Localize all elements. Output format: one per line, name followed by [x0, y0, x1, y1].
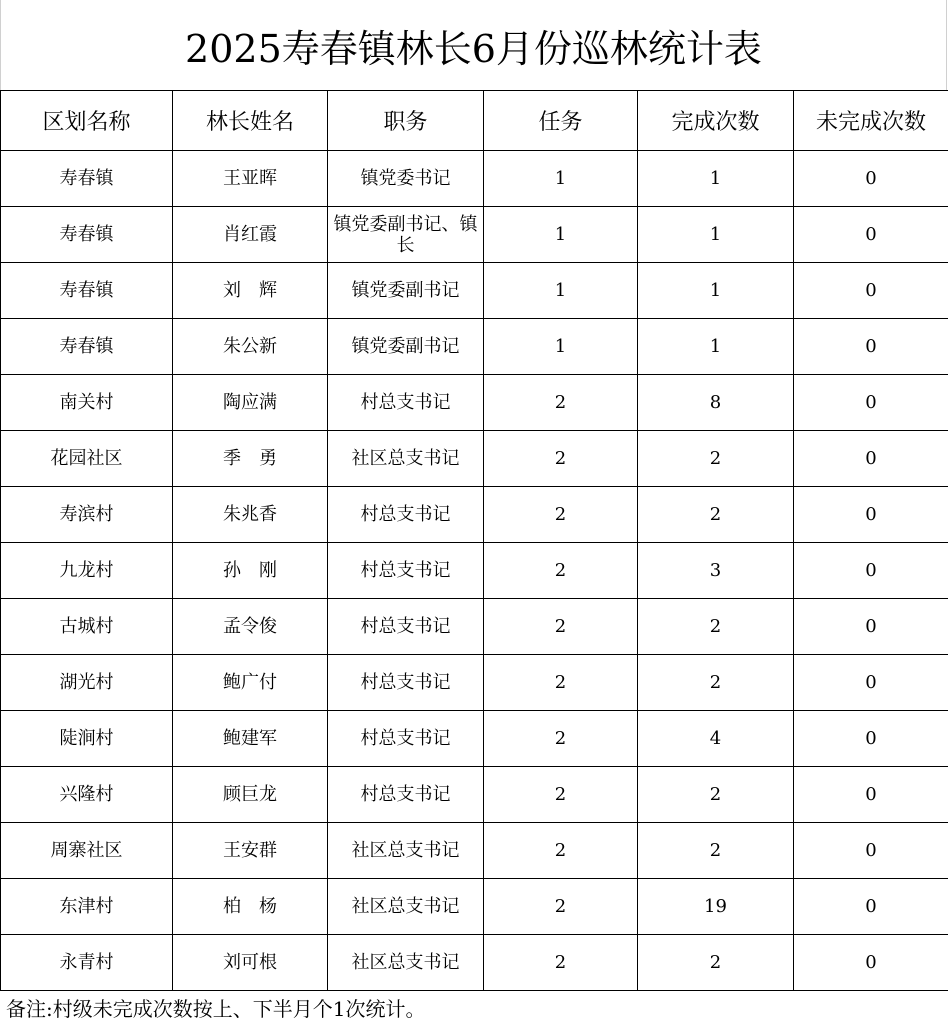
- name-cell[interactable]: 陶应满: [173, 375, 328, 431]
- position-cell[interactable]: 社区总支书记: [328, 935, 484, 991]
- uncompleted-cell[interactable]: 0: [794, 207, 948, 263]
- completed-cell[interactable]: 2: [638, 599, 794, 655]
- table-row: [1, 543, 948, 599]
- position-cell[interactable]: 镇党委副书记: [328, 319, 484, 375]
- task-cell[interactable]: 1: [484, 319, 638, 375]
- table-row: [1, 431, 948, 487]
- table-row: [1, 879, 948, 935]
- position-cell[interactable]: 社区总支书记: [328, 879, 484, 935]
- table-row: [1, 823, 948, 879]
- task-cell[interactable]: 2: [484, 375, 638, 431]
- position-cell[interactable]: 镇党委书记: [328, 151, 484, 207]
- completed-cell[interactable]: 1: [638, 319, 794, 375]
- name-cell[interactable]: 朱兆香: [173, 487, 328, 543]
- completed-cell[interactable]: 2: [638, 655, 794, 711]
- header-uncompleted-count[interactable]: 未完成次数: [794, 91, 948, 151]
- header-completed-count[interactable]: 完成次数: [638, 91, 794, 151]
- completed-cell[interactable]: 2: [638, 767, 794, 823]
- table-row: [1, 487, 948, 543]
- name-cell[interactable]: 孙 刚: [173, 543, 328, 599]
- completed-cell[interactable]: 2: [638, 487, 794, 543]
- task-cell[interactable]: 2: [484, 879, 638, 935]
- table-row: [1, 655, 948, 711]
- task-cell[interactable]: 2: [484, 431, 638, 487]
- task-cell[interactable]: 2: [484, 655, 638, 711]
- position-cell[interactable]: 村总支书记: [328, 543, 484, 599]
- district-cell[interactable]: 永青村: [1, 935, 173, 991]
- uncompleted-cell[interactable]: 0: [794, 263, 948, 319]
- district-cell[interactable]: 寿春镇: [1, 151, 173, 207]
- uncompleted-cell[interactable]: 0: [794, 767, 948, 823]
- uncompleted-cell[interactable]: 0: [794, 823, 948, 879]
- district-cell[interactable]: 东津村: [1, 879, 173, 935]
- district-cell[interactable]: 花园社区: [1, 431, 173, 487]
- completed-cell[interactable]: 2: [638, 431, 794, 487]
- uncompleted-cell[interactable]: 0: [794, 543, 948, 599]
- position-cell[interactable]: 村总支书记: [328, 711, 484, 767]
- header-row: [1, 91, 948, 151]
- task-cell[interactable]: 1: [484, 151, 638, 207]
- task-cell[interactable]: 2: [484, 711, 638, 767]
- district-cell[interactable]: 寿滨村: [1, 487, 173, 543]
- completed-cell[interactable]: 1: [638, 263, 794, 319]
- footnote: 备注:村级未完成次数按上、下半月个1次统计。: [6, 997, 426, 1021]
- district-cell[interactable]: 陡涧村: [1, 711, 173, 767]
- task-cell[interactable]: 2: [484, 543, 638, 599]
- completed-cell[interactable]: 1: [638, 207, 794, 263]
- uncompleted-cell[interactable]: 0: [794, 655, 948, 711]
- name-cell[interactable]: 顾巨龙: [173, 767, 328, 823]
- name-cell[interactable]: 柏 杨: [173, 879, 328, 935]
- table-row: [1, 711, 948, 767]
- name-cell[interactable]: 王亚晖: [173, 151, 328, 207]
- completed-cell[interactable]: 2: [638, 935, 794, 991]
- district-cell[interactable]: 寿春镇: [1, 263, 173, 319]
- uncompleted-cell[interactable]: 0: [794, 711, 948, 767]
- table-row: [1, 319, 948, 375]
- position-cell[interactable]: 村总支书记: [328, 655, 484, 711]
- header-task[interactable]: 任务: [484, 91, 638, 151]
- district-cell[interactable]: 南关村: [1, 375, 173, 431]
- district-cell[interactable]: 周寨社区: [1, 823, 173, 879]
- table-row: [1, 151, 948, 207]
- uncompleted-cell[interactable]: 0: [794, 487, 948, 543]
- uncompleted-cell[interactable]: 0: [794, 599, 948, 655]
- table-body: [1, 151, 948, 991]
- name-cell[interactable]: 刘可根: [173, 935, 328, 991]
- uncompleted-cell[interactable]: 0: [794, 431, 948, 487]
- district-cell[interactable]: 古城村: [1, 599, 173, 655]
- patrol-statistics-table: [0, 90, 948, 991]
- uncompleted-cell[interactable]: 0: [794, 879, 948, 935]
- name-cell[interactable]: 肖红霞: [173, 207, 328, 263]
- header-district[interactable]: 区划名称: [1, 91, 173, 151]
- completed-cell[interactable]: 4: [638, 711, 794, 767]
- table-row: [1, 599, 948, 655]
- header-position[interactable]: 职务: [328, 91, 484, 151]
- position-cell[interactable]: 社区总支书记: [328, 823, 484, 879]
- table-row: [1, 767, 948, 823]
- position-cell[interactable]: 村总支书记: [328, 599, 484, 655]
- name-cell[interactable]: 朱公新: [173, 319, 328, 375]
- task-cell[interactable]: 2: [484, 767, 638, 823]
- name-cell[interactable]: 鲍建军: [173, 711, 328, 767]
- district-cell[interactable]: 湖光村: [1, 655, 173, 711]
- district-cell[interactable]: 寿春镇: [1, 319, 173, 375]
- table-row: [1, 207, 948, 263]
- position-cell[interactable]: 村总支书记: [328, 487, 484, 543]
- task-cell[interactable]: 1: [484, 263, 638, 319]
- district-cell[interactable]: 九龙村: [1, 543, 173, 599]
- district-cell[interactable]: 寿春镇: [1, 207, 173, 263]
- uncompleted-cell[interactable]: 0: [794, 319, 948, 375]
- name-cell[interactable]: 季 勇: [173, 431, 328, 487]
- completed-cell[interactable]: 8: [638, 375, 794, 431]
- uncompleted-cell[interactable]: 0: [794, 375, 948, 431]
- name-cell[interactable]: 孟令俊: [173, 599, 328, 655]
- name-cell[interactable]: 刘 辉: [173, 263, 328, 319]
- name-cell[interactable]: 鲍广付: [173, 655, 328, 711]
- table-row: [1, 263, 948, 319]
- uncompleted-cell[interactable]: 0: [794, 151, 948, 207]
- completed-cell[interactable]: 1: [638, 151, 794, 207]
- task-cell[interactable]: 2: [484, 487, 638, 543]
- position-cell[interactable]: 社区总支书记: [328, 431, 484, 487]
- position-cell[interactable]: 村总支书记: [328, 767, 484, 823]
- position-cell[interactable]: 村总支书记: [328, 375, 484, 431]
- district-cell[interactable]: 兴隆村: [1, 767, 173, 823]
- uncompleted-cell[interactable]: 0: [794, 935, 948, 991]
- task-cell[interactable]: 2: [484, 823, 638, 879]
- header-forest-chief-name[interactable]: 林长姓名: [173, 91, 328, 151]
- completed-cell[interactable]: 2: [638, 823, 794, 879]
- table-row: [1, 375, 948, 431]
- position-cell[interactable]: 镇党委副书记、镇长: [328, 207, 484, 263]
- completed-cell[interactable]: 3: [638, 543, 794, 599]
- table-row: [1, 935, 948, 991]
- table-title: 2025寿春镇林长6月份巡林统计表: [0, 0, 947, 90]
- name-cell[interactable]: 王安群: [173, 823, 328, 879]
- task-cell[interactable]: 2: [484, 935, 638, 991]
- task-cell[interactable]: 1: [484, 207, 638, 263]
- completed-cell[interactable]: 19: [638, 879, 794, 935]
- position-cell[interactable]: 镇党委副书记: [328, 263, 484, 319]
- task-cell[interactable]: 2: [484, 599, 638, 655]
